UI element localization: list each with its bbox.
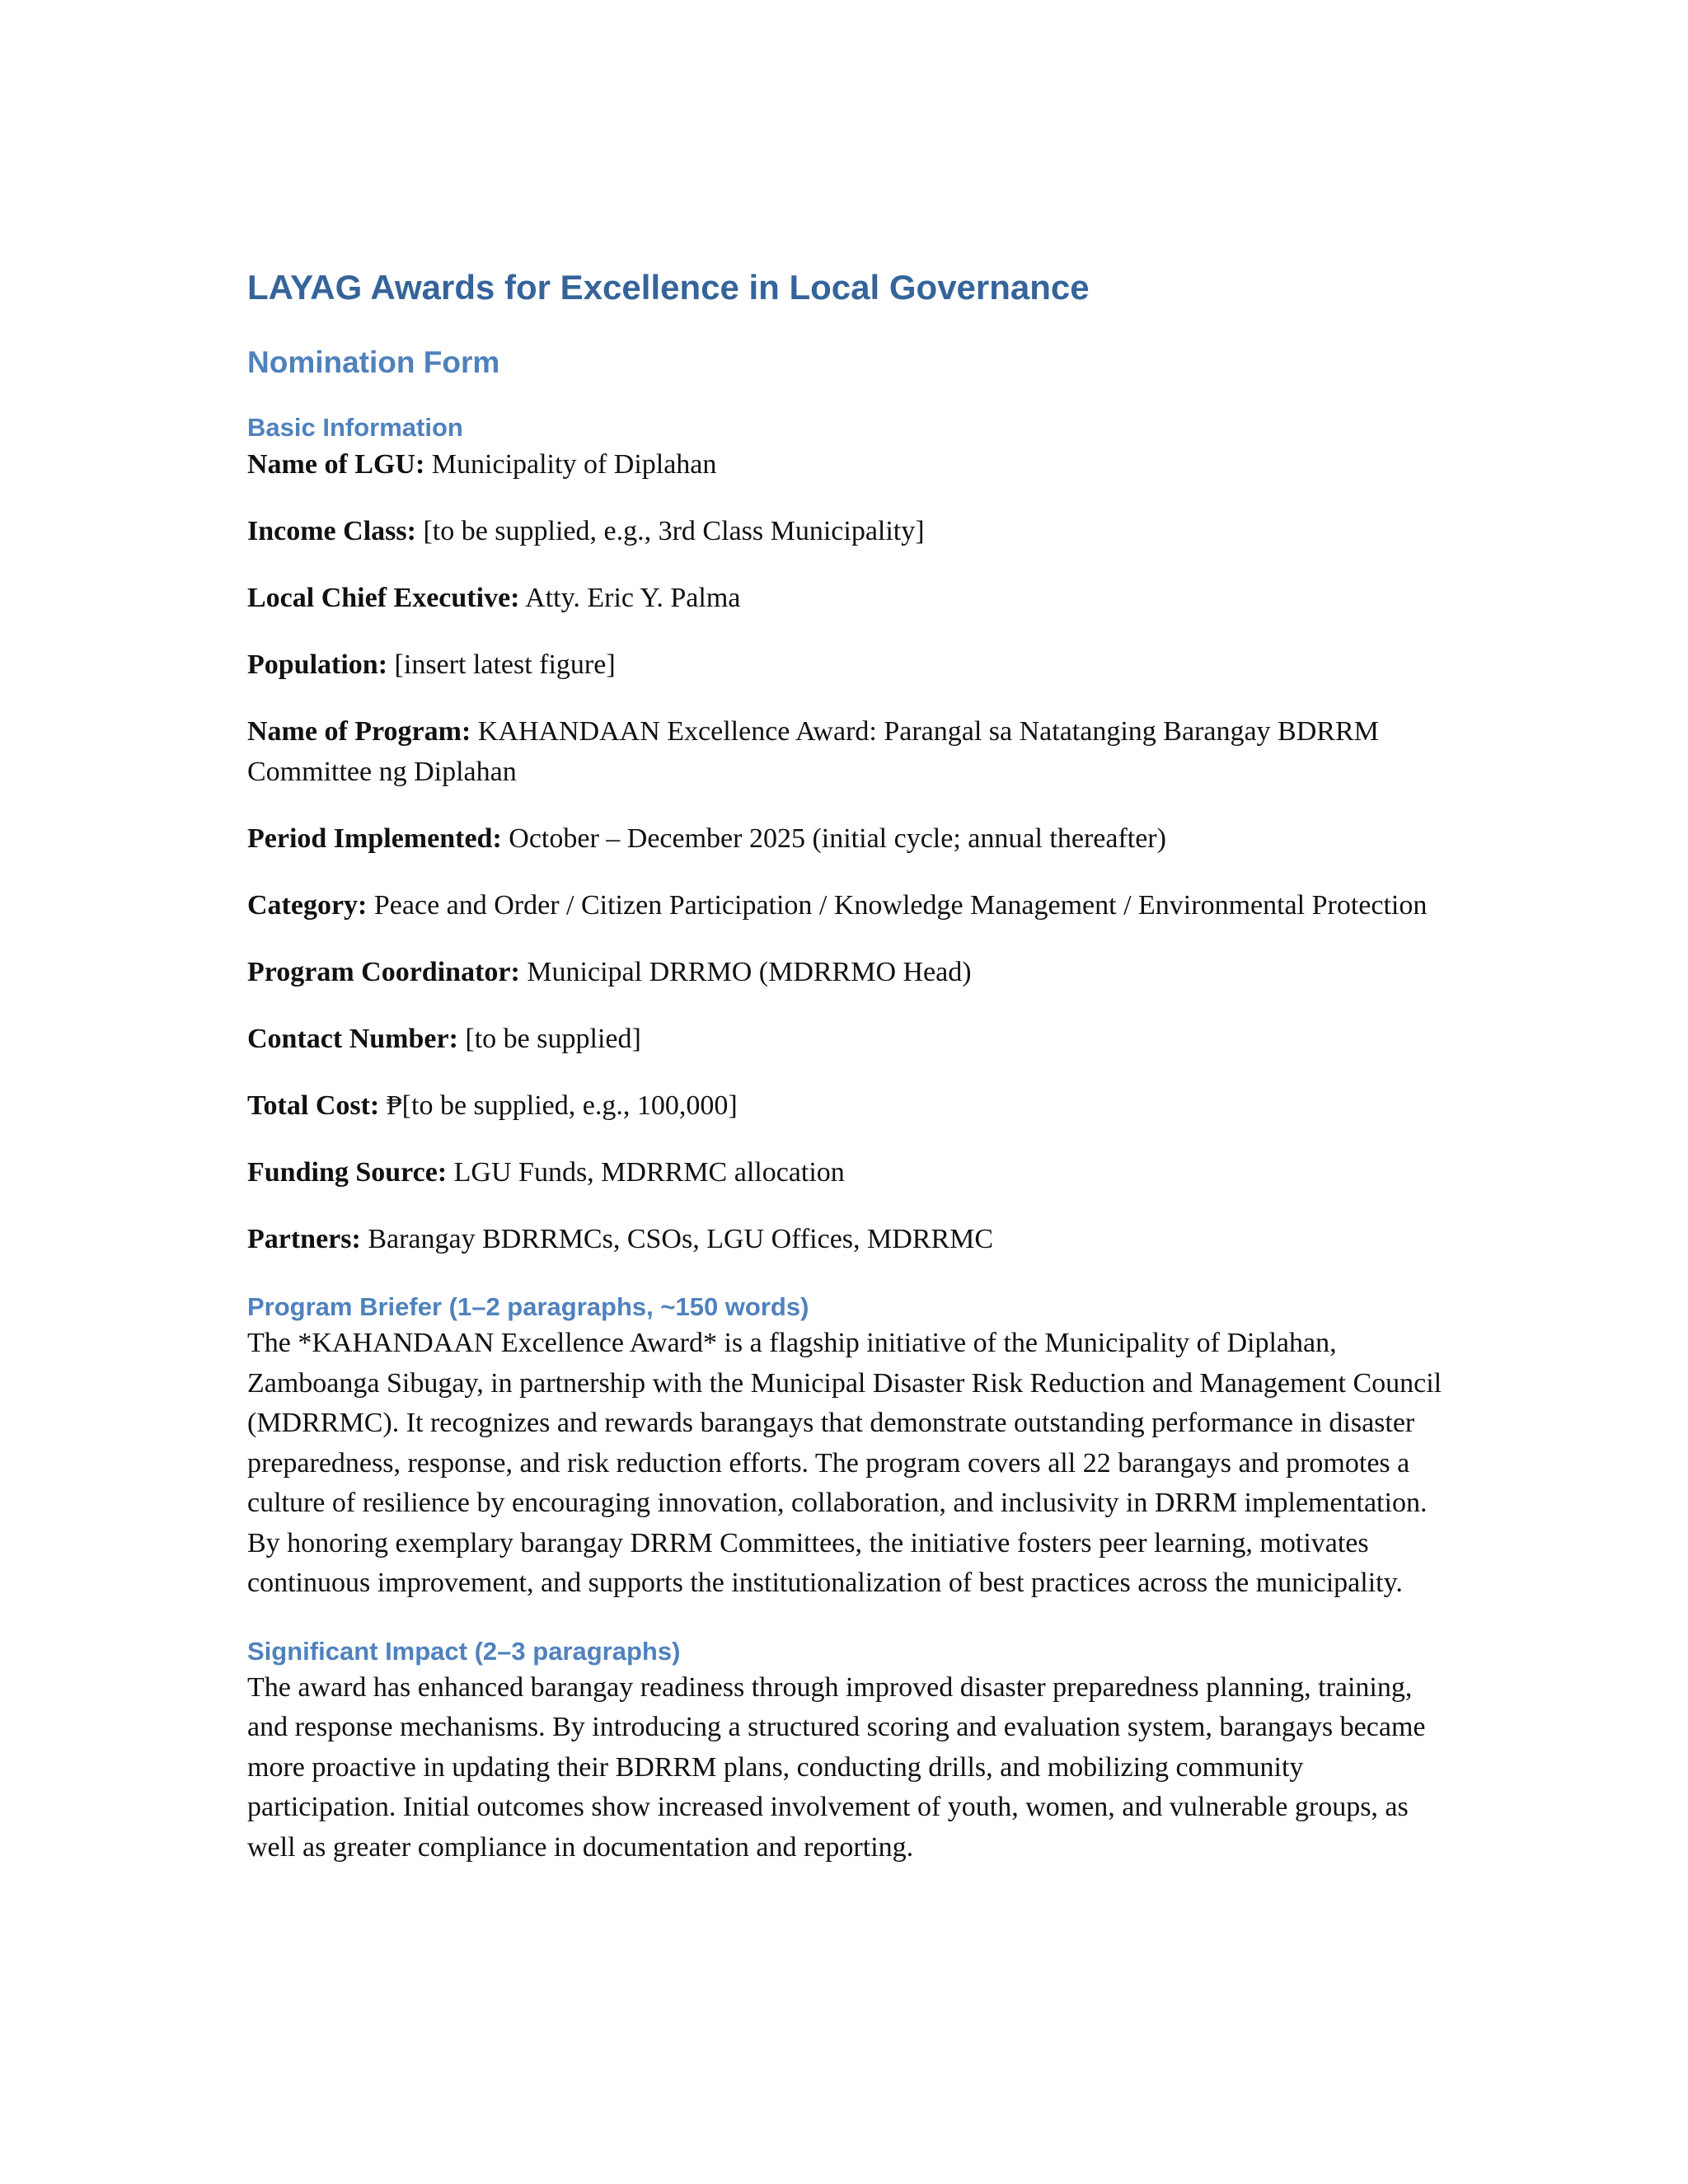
field-partners — [247, 1219, 1451, 1259]
field-label: Name of LGU: — [247, 449, 425, 480]
document-page — [247, 265, 1451, 1899]
field-label: Name of Program: — [247, 716, 471, 747]
field-name-of-lgu — [247, 444, 1451, 485]
field-value: Municipality of Diplahan — [431, 449, 717, 480]
field-label: Partners: — [247, 1224, 361, 1254]
field-value: Municipal DRRMO (MDRRMO Head) — [527, 957, 972, 987]
field-label: Total Cost: — [247, 1090, 380, 1121]
field-value: [to be supplied] — [465, 1024, 641, 1054]
field-label: Category: — [247, 890, 368, 921]
field-local-chief-executive — [247, 578, 1451, 618]
field-value: ₱[to be supplied, e.g., 100,000] — [386, 1090, 738, 1121]
field-period-implemented — [247, 818, 1451, 859]
field-label: Population: — [247, 649, 388, 680]
field-label: Period Implemented: — [247, 823, 502, 854]
field-total-cost — [247, 1085, 1451, 1126]
field-income-class — [247, 511, 1451, 551]
field-label: Contact Number: — [247, 1024, 458, 1054]
basic-information-section — [247, 444, 1451, 1259]
field-population — [247, 644, 1451, 685]
significant-impact-paragraph: The award has enhanced barangay readiness through improved disaster preparedness planning, training, and response mechanisms. By introducing a structured scoring and evaluation system, barangays became more proactive in updating their BDRRM plans, conducting drills, and mobilizing community participation. Initial outcomes show increased involvement of youth, women, and vulnerable groups, as well as greater compliance in documentation and reporting. — [247, 1671, 1426, 1863]
significant-impact-heading: Significant Impact (2–3 paragraphs) — [247, 1636, 681, 1666]
field-label: Local Chief Executive: — [247, 583, 520, 613]
field-contact-number — [247, 1019, 1451, 1059]
field-name-of-program — [247, 711, 1451, 792]
field-label: Program Coordinator: — [247, 957, 520, 987]
program-briefer-heading: Program Briefer (1–2 paragraphs, ~150 words) — [247, 1292, 809, 1321]
field-value: Atty. Eric Y. Palma — [525, 583, 741, 613]
field-value: [insert latest figure] — [394, 649, 616, 680]
field-label: Funding Source: — [247, 1157, 448, 1188]
basic-information-heading: Basic Information — [247, 413, 463, 442]
field-value: October – December 2025 (initial cycle; annual thereafter) — [509, 823, 1166, 854]
program-briefer-paragraph: The *KAHANDAAN Excellence Award* is a flagship initiative of the Municipality of Diplahan, Zamboanga Sibugay, in partnership with the Municipal Disaster Risk Reduction and Management Council (MDRRMC). It recognizes and rewards barangays that demonstrate outstanding performance in disaster preparedness, response, and risk reduction efforts. The program covers all 22 barangays and promotes a culture of resilience by encouraging innovation, collaboration, and inclusivity in DRRM implementation. By honoring exemplary barangay DRRM Committees, the initiative fosters peer learning, motivates continuous improvement, and supports the institutionalization of best practices across the municipality. — [247, 1328, 1442, 1598]
field-value: Peace and Order / Citizen Participation / Knowledge Management / Environmental Protection — [373, 890, 1428, 921]
document-title: LAYAG Awards for Excellence in Local Governance — [247, 268, 1090, 307]
field-value: KAHANDAAN Excellence Award: Parangal sa Natatanging Barangay BDRRM Committee ng Diplahan — [247, 716, 1379, 787]
field-label: Income Class: — [247, 516, 416, 546]
field-funding-source — [247, 1152, 1451, 1193]
document-subtitle: Nomination Form — [247, 345, 500, 379]
field-value: LGU Funds, MDRRMC allocation — [453, 1157, 845, 1188]
field-category — [247, 885, 1451, 926]
field-value: [to be supplied, e.g., 3rd Class Municipality] — [423, 516, 925, 546]
field-value: Barangay BDRRMCs, CSOs, LGU Offices, MDRRMC — [368, 1224, 994, 1254]
field-program-coordinator — [247, 952, 1451, 992]
